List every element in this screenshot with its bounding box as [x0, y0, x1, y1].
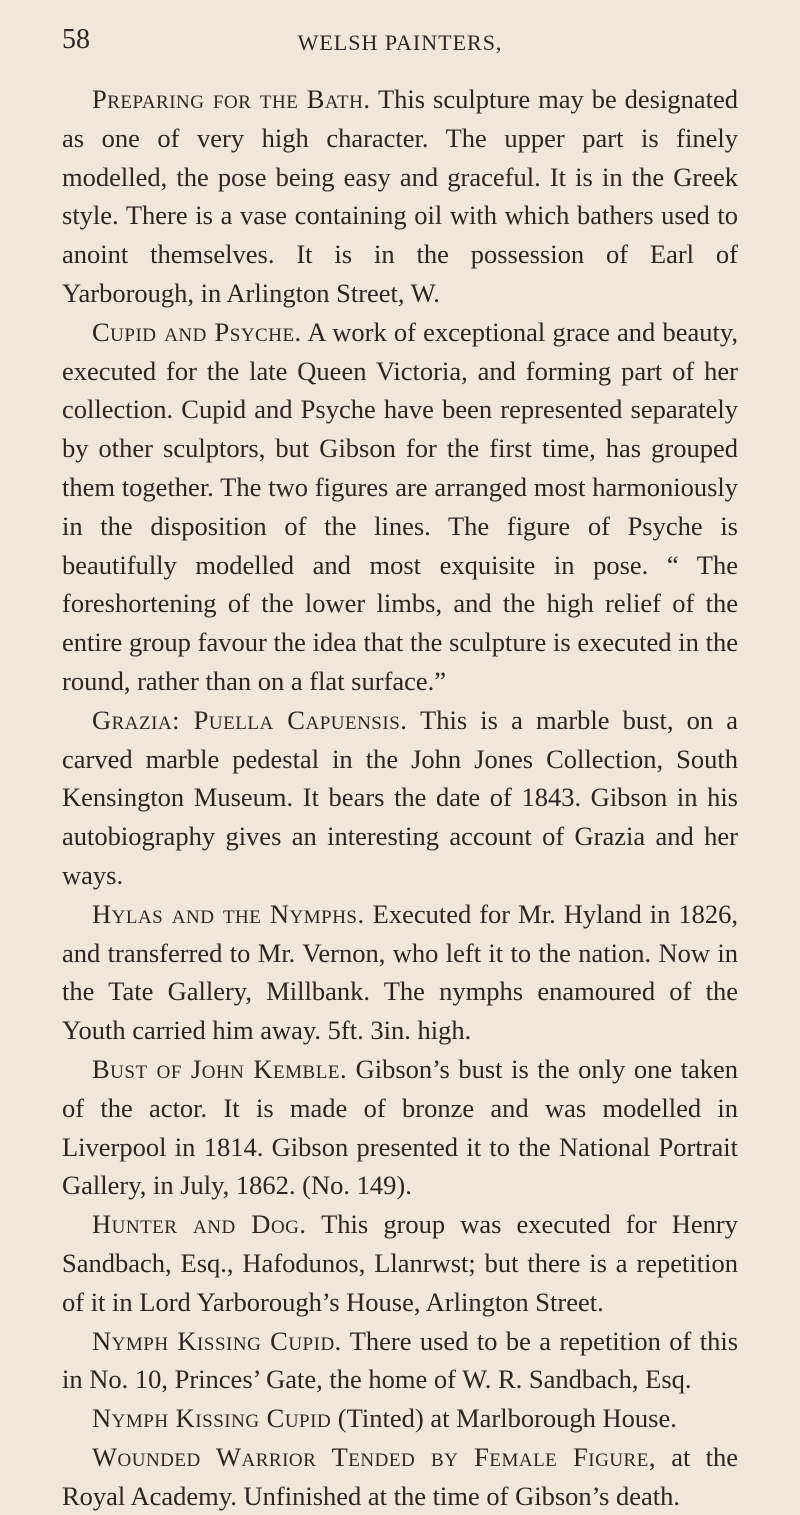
entry-title: Wounded Warrior Tended by Female Figure, — [92, 1441, 656, 1472]
entry-title: Preparing for the Bath. — [92, 84, 371, 114]
entry-text: A work of exceptional grace and beauty, executed for the late Queen Victoria, and forming part of her collection. Cupid and Psyche have been represented separately by other sculptors, but Gibson for the first time, has grouped them together. The two figures are arranged most harmoniously in the disposition of the lines. The figure of Psyche is beautifully modelled and most exquisite in pose. “ The foreshortening of the lower limbs, and the high relief of the entire group favour the idea that the sculpture is executed in the round, rather than on a flat surface.” — [62, 316, 738, 696]
entry-title: Grazia: Puella Capuensis. — [92, 704, 408, 735]
entry-text: at the Royal Academy. Unfinished at the time of Gibson’s death. — [62, 1441, 739, 1511]
entry-title: Nymph Kissing Cupid — [92, 1403, 332, 1434]
entry-text: Executed for Mr. Hyland in 1826, and transferred to Mr. Vernon, who left it to the nation. Now in the Tate Gallery, Millbank. The nymphs enamoured of the Youth carried him away. 5ft. 3in. high. — [62, 898, 738, 1046]
entry-title: Bust of John Kemble. — [92, 1053, 348, 1084]
entry-text: There used to be a repetition of this in No. 10, Princes’ Gate, the home of W. R. Sandbach, Esq. — [62, 1325, 739, 1395]
entry-text: Gibson’s bust is the only one taken of the actor. It is made of bronze and was modelled in Liverpool in 1814. Gibson presented it to the National Portrait Gallery, in July, 1862. (No. 149). — [62, 1053, 738, 1201]
entry-title: Nymph Kissing Cupid. — [92, 1325, 342, 1356]
entry-title: Hylas and the Nymphs. — [92, 898, 365, 929]
entry-hylas-and-the-nymphs — [62, 895, 738, 1050]
entry-hunter-and-dog — [62, 1205, 738, 1321]
entry-text: This is a marble bust, on a carved marble pedestal in the John Jones Collection, South Kensington Museum. It bears the date of 1843. Gibson in his autobiography gives an interesting account of Grazia and her ways. — [62, 704, 738, 890]
page-header — [62, 24, 738, 64]
entry-nymph-kissing-cupid-tinted — [62, 1399, 738, 1438]
entry-preparing-for-the-bath — [62, 80, 738, 313]
entry-nymph-kissing-cupid — [62, 1322, 738, 1400]
entry-title: Hunter and Dog. — [92, 1209, 307, 1240]
entry-text: (Tinted) at Marlborough House. — [331, 1403, 677, 1434]
entry-grazia — [62, 701, 738, 895]
entry-title: Cupid and Psyche. — [92, 316, 302, 347]
running-head: WELSH PAINTERS, — [297, 30, 503, 55]
entry-wounded-warrior — [62, 1438, 738, 1515]
entry-cupid-and-psyche — [62, 313, 738, 701]
entry-text: This group was executed for Henry Sandbach, Esq., Hafodunos, Llanrwst; but there is a repetition of it in Lord Yarborough’s House, Arlington Street. — [62, 1209, 738, 1317]
entry-bust-of-john-kemble — [62, 1050, 738, 1205]
entry-text: This sculpture may be designated as one of very high character. The upper part is finely modelled, the pose being easy and graceful. It is in the Greek style. There is a vase containing oil with which bathers used to anoint themselves. It is in the possession of Earl of Yarborough, in Arlington Street, W. — [62, 84, 738, 308]
page-number: 58 — [62, 24, 90, 55]
catalogue-text — [62, 80, 738, 1515]
